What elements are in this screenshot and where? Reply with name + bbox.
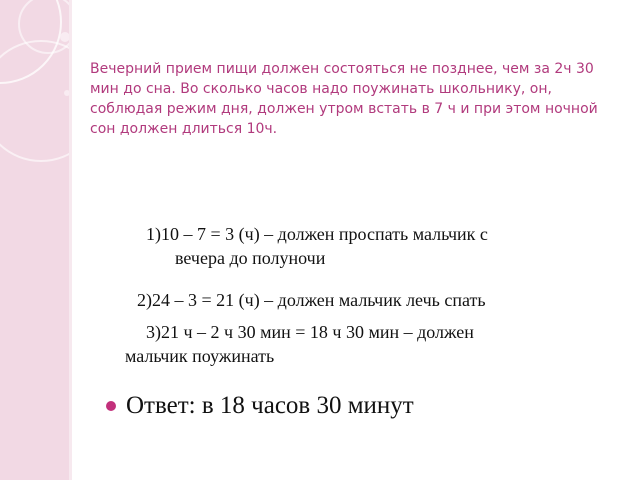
solution-step-3-line-2: мальчик поужинать — [125, 346, 275, 366]
answer-line — [106, 390, 586, 422]
decorative-dot — [64, 90, 70, 96]
solution-step-3-line-1: 3)21 ч – 2 ч 30 мин = 18 ч 30 мин – должен — [146, 322, 474, 342]
decorative-side-band — [0, 0, 72, 480]
decorative-ring — [0, 40, 72, 162]
answer-text: Ответ: в 18 часов 30 минут — [126, 392, 414, 419]
solution-step-1-line-1: 1)10 – 7 = 3 (ч) – должен проспать мальчик с — [146, 224, 488, 244]
problem-statement: Вечерний прием пищи должен состояться не позднее, чем за 2ч 30 мин до сна. Во сколько часов надо поужинать школьнику, он, соблюдая режим дня, должен утром встать в 7 ч и при этом ночной сон должен длиться 10ч. — [90, 61, 598, 137]
solution-step-2-line-1: 2)24 – 3 = 21 (ч) – должен мальчик лечь спать — [137, 290, 486, 310]
solution-step-1 — [146, 222, 616, 270]
solution-step-3 — [125, 320, 626, 368]
decorative-dot — [60, 32, 70, 42]
bullet-icon — [106, 401, 116, 411]
solution-step-1-line-2: вечера до полуночи — [175, 248, 326, 268]
solution-step-2 — [137, 288, 627, 312]
